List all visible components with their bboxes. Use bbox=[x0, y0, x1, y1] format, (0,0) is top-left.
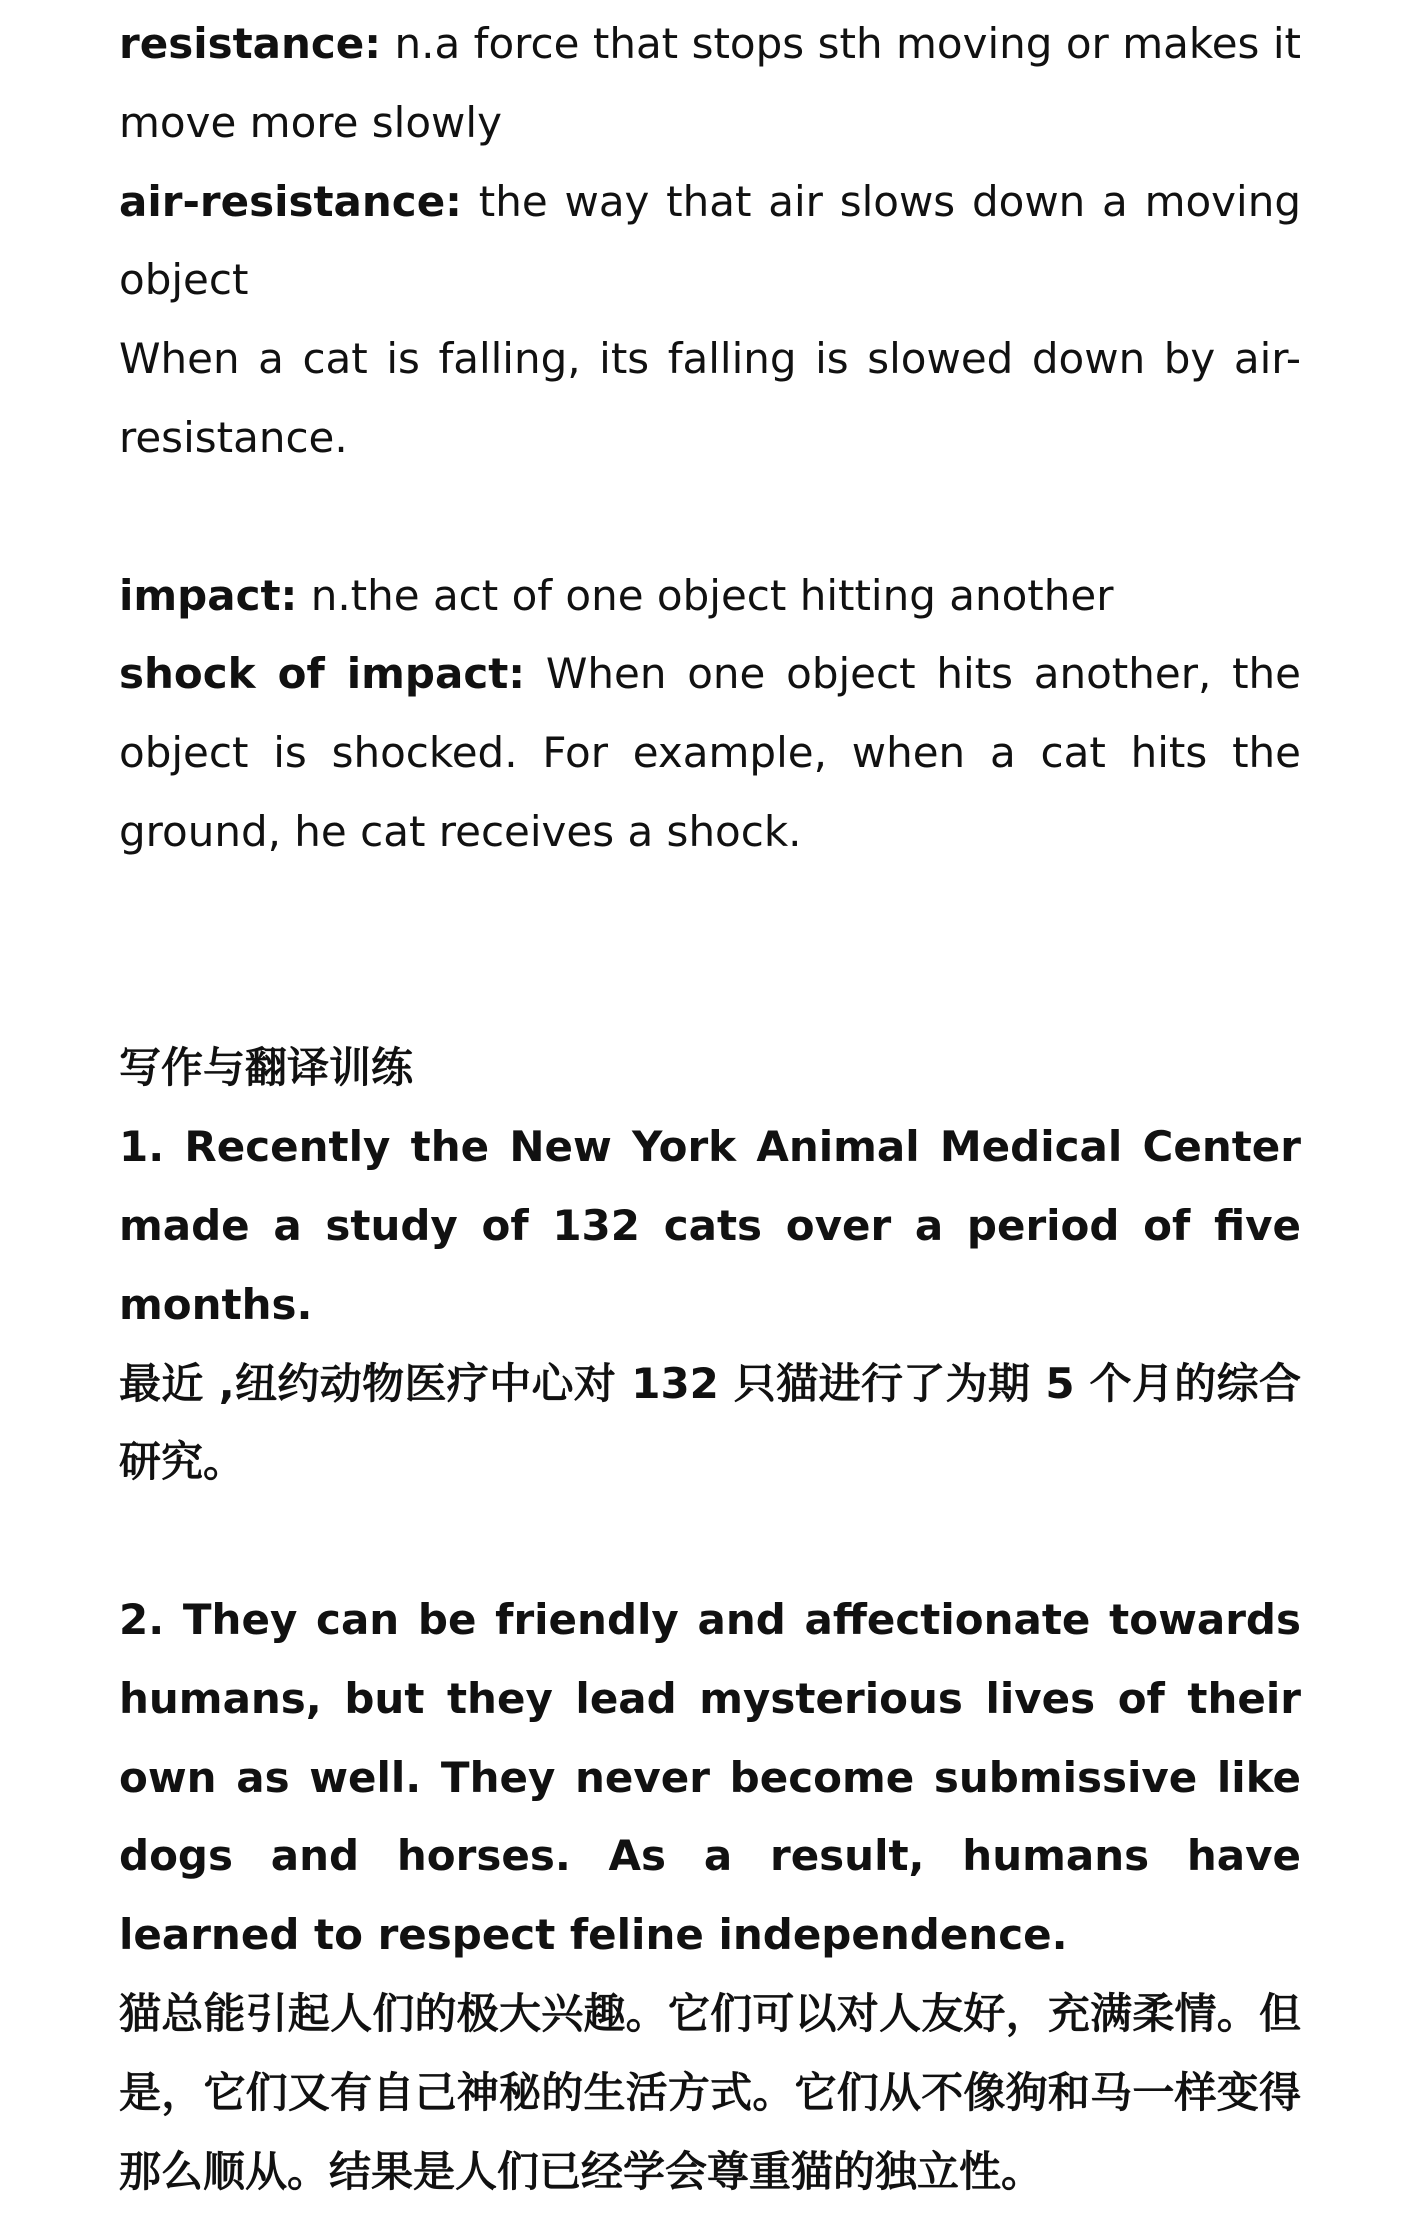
vocab-entry bbox=[119, 163, 1301, 321]
vocab-term: air-resistance: bbox=[119, 176, 462, 226]
section-heading: 写作与翻译训练 bbox=[119, 1043, 414, 1093]
vocab-entry bbox=[119, 557, 1301, 636]
vocab-term: resistance: bbox=[119, 19, 382, 68]
vocab-definition: the way that air slows down a moving object bbox=[119, 176, 1301, 305]
vocab-example: When a cat is falling, its falling is slowed down by air-resistance. bbox=[119, 334, 1301, 462]
vocab-definition: n.the act of one object hitting another bbox=[297, 570, 1114, 620]
exercise-chinese: 猫总能引起人们的极大兴趣。它们可以对人友好，充满柔情。但是，它们又有自己神秘的生活方式。它们从不像狗和马一样变得那么顺从。结果是人们已经学会尊重猫的独立性。 bbox=[119, 1988, 1301, 2196]
exercise-english: 1. Recently the New York Animal Medical Center made a study of 132 cats over a period of five months. bbox=[119, 1122, 1301, 1329]
spacer bbox=[119, 872, 1301, 1030]
vocab-definition: n.a force that stops sth moving or makes it move more slowly bbox=[119, 19, 1301, 147]
exercise-chinese: 最近 ,纽约动物医疗中心对 132 只猫进行了为期 5 个月的综合研究。 bbox=[119, 1358, 1301, 1487]
spacer bbox=[119, 478, 1301, 557]
vocab-term: shock of impact: bbox=[119, 649, 526, 699]
exercise-english: 2. They can be friendly and affectionate towards humans, but they lead mysterious lives of their own as well. They never become submissive like dogs and horses. As a result, humans have learned to respect feline independence. bbox=[119, 1594, 1301, 1960]
vocab-entry bbox=[119, 635, 1301, 871]
vocab-term: impact: bbox=[119, 570, 298, 620]
vocab-definition: When one object hits another, the object is shocked. For example, when a cat hits the ground, he cat receives a shock. bbox=[119, 649, 1301, 856]
spacer bbox=[119, 1502, 1301, 1581]
vocab-entry bbox=[119, 5, 1301, 163]
